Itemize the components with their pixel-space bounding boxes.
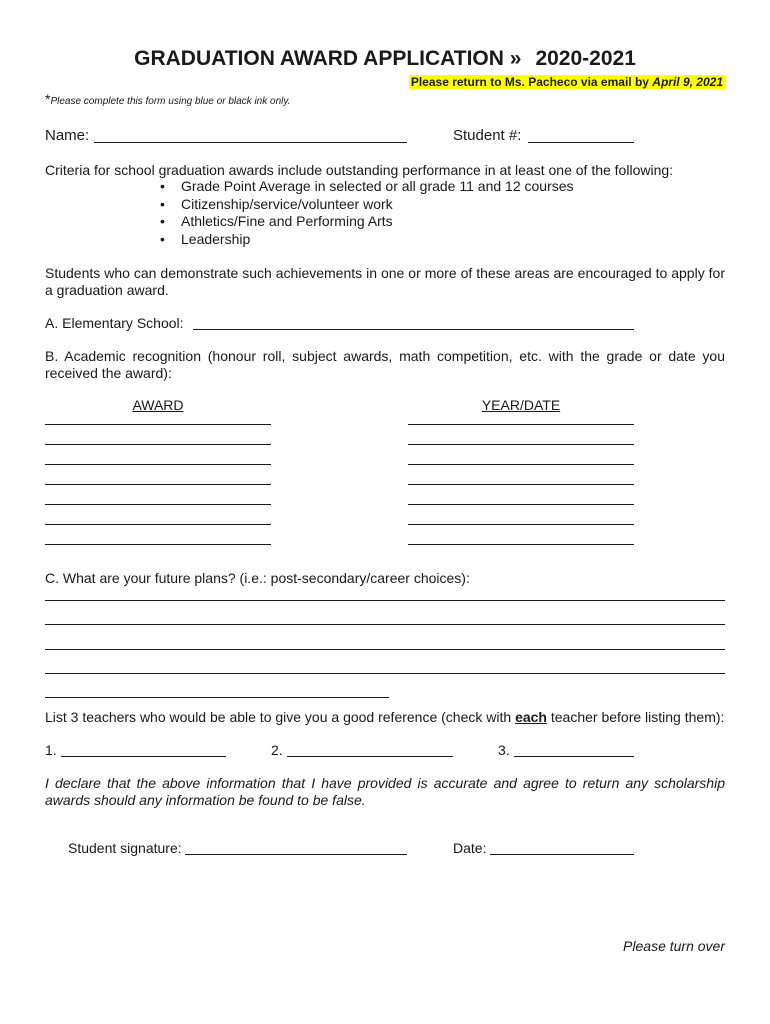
academic-recognition-text: B. Academic recognition (honour roll, subject awards, math competition, etc. with the grade or date you received the award): [45,348,725,381]
encouragement-paragraph: Students who can demonstrate such achievements in one or more of these areas are encouraged to apply for a graduation award. [45,265,725,298]
signature-field[interactable] [185,854,407,855]
name-field[interactable] [94,142,407,143]
teachers-text-start: List 3 teachers who would be able to give you a good reference (check with [45,709,516,725]
year-date-field-6[interactable] [408,524,634,525]
award-field-1[interactable] [45,424,271,425]
teacher-1-number: 1. [45,742,57,758]
future-plans-line-2[interactable] [45,624,725,625]
award-field-3[interactable] [45,464,271,465]
criteria-item: • Athletics/Fine and Performing Arts [160,213,574,231]
form-title-text: GRADUATION AWARD APPLICATION » [134,47,522,70]
criteria-item: • Grade Point Average in selected or all grade 11 and 12 courses [160,178,574,196]
teacher-3-number: 3. [498,742,510,758]
asterisk: * [45,91,51,107]
return-text: Please return to Ms. Pacheco via email by [410,75,653,89]
criteria-item: • Citizenship/service/volunteer work [160,196,574,214]
award-field-7[interactable] [45,544,271,545]
teachers-emphasis: each [515,709,547,725]
award-field-4[interactable] [45,484,271,485]
award-field-6[interactable] [45,524,271,525]
ink-note-text: Please complete this form using blue or black ink only. [50,96,291,107]
teachers-text-end: teacher before listing them): [546,709,725,725]
year-date-field-4[interactable] [408,484,634,485]
year-date-field-3[interactable] [408,464,634,465]
award-field-5[interactable] [45,504,271,505]
year-date-field-2[interactable] [408,444,634,445]
award-field-2[interactable] [45,444,271,445]
teacher-3-field[interactable] [514,756,634,757]
date-label: Date: [453,840,487,856]
year-date-field-1[interactable] [408,424,634,425]
year-date-field-7[interactable] [408,544,634,545]
form-title [0,47,770,71]
year-date-column-header: YEAR/DATE [481,397,561,413]
return-deadline: April 9, 2021 [652,75,723,89]
criteria-intro: Criteria for school graduation awards include outstanding performance in at least one of the following: [45,162,674,178]
elementary-school-field[interactable] [193,329,634,330]
award-column-header: AWARD [132,397,184,413]
teacher-2-field[interactable] [287,756,453,757]
school-year: 2020-2021 [535,47,636,70]
future-plans-line-1[interactable] [45,600,725,601]
turn-over-note: Please turn over [623,938,725,954]
future-plans-line-5[interactable] [45,697,389,698]
signature-label: Student signature: [68,840,182,856]
name-label: Name: [45,127,90,144]
teachers-instructions [45,709,724,725]
declaration-text: I declare that the above information that I have provided is accurate and agree to return any scholarship awards should any information be found to be false. [45,775,725,808]
future-plans-line-3[interactable] [45,649,725,650]
date-field[interactable] [490,854,634,855]
ink-instructions [45,91,290,107]
criteria-item: • Leadership [160,231,574,249]
student-number-label: Student #: [453,127,522,144]
teacher-2-number: 2. [271,742,283,758]
return-instructions [409,75,725,89]
year-date-field-5[interactable] [408,504,634,505]
teacher-1-field[interactable] [61,756,226,757]
elementary-school-label: A. Elementary School: [45,315,184,331]
future-plans-line-4[interactable] [45,673,725,674]
future-plans-label: C. What are your future plans? (i.e.: post-secondary/career choices): [45,570,470,586]
criteria-list [160,178,574,248]
student-number-field[interactable] [528,142,634,143]
